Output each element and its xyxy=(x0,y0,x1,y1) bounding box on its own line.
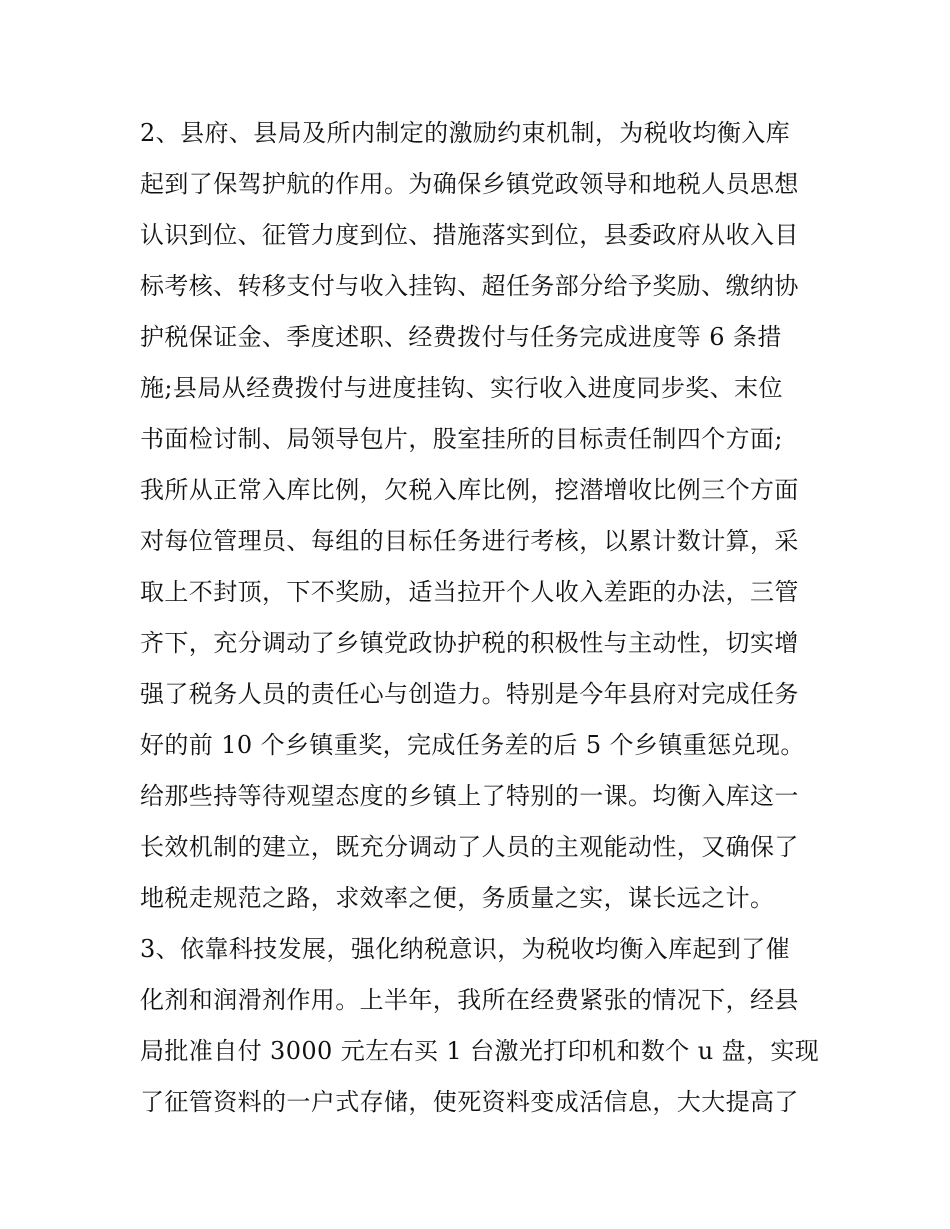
text-line: 标考核、转移支付与收入挂钩、超任务部分给予奖励、缴纳协 xyxy=(140,272,799,300)
text-line: 取上不封顶，下不奖励，适当拉开个人收入差距的办法，三管 xyxy=(140,578,799,606)
body-text xyxy=(140,108,820,1128)
text-line: 书面检讨制、局领导包片，股室挂所的目标责任制四个方面; xyxy=(140,425,783,453)
text-line: 护税保证金、季度述职、经费拨付与任务完成进度等 6 条措 xyxy=(140,323,782,351)
text-line: 好的前 10 个乡镇重奖，完成任务差的后 5 个乡镇重惩兑现。 xyxy=(140,731,805,759)
text-line: 长效机制的建立，既充分调动了人员的主观能动性，又确保了 xyxy=(140,833,799,861)
text-line: 我所从正常入库比例，欠税入库比例，挖潜增收比例三个方面 xyxy=(140,476,799,504)
text-line: 2、县府、县局及所内制定的激励约束机制，为税收均衡入库 xyxy=(140,119,791,147)
text-line: 地税走规范之路，求效率之便，务质量之实，谋长远之计。 xyxy=(140,884,775,912)
text-line: 认识到位、征管力度到位、措施落实到位，县委政府从收入目 xyxy=(140,221,799,249)
text-line: 起到了保驾护航的作用。为确保乡镇党政领导和地税人员思想 xyxy=(140,170,799,198)
text-line: 给那些持等待观望态度的乡镇上了特别的一课。均衡入库这一 xyxy=(140,782,799,810)
text-line: 施;县局从经费拨付与进度挂钩、实行收入进度同步奖、末位 xyxy=(140,374,783,402)
text-line: 强了税务人员的责任心与创造力。特别是今年县府对完成任务 xyxy=(140,680,799,708)
text-line: 了征管资料的一户式存储，使死资料变成活信息，大大提高了 xyxy=(140,1088,799,1116)
text-line: 局批准自付 3000 元左右买 1 台激光打印机和数个 u 盘，实现 xyxy=(140,1037,820,1065)
text-line: 齐下，充分调动了乡镇党政协护税的积极性与主动性，切实增 xyxy=(140,629,799,657)
text-line: 3、依靠科技发展，强化纳税意识，为税收均衡入库起到了催 xyxy=(140,935,791,963)
text-line: 对每位管理员、每组的目标任务进行考核，以累计数计算，采 xyxy=(140,527,799,555)
text-line: 化剂和润滑剂作用。上半年，我所在经费紧张的情况下，经县 xyxy=(140,986,799,1014)
